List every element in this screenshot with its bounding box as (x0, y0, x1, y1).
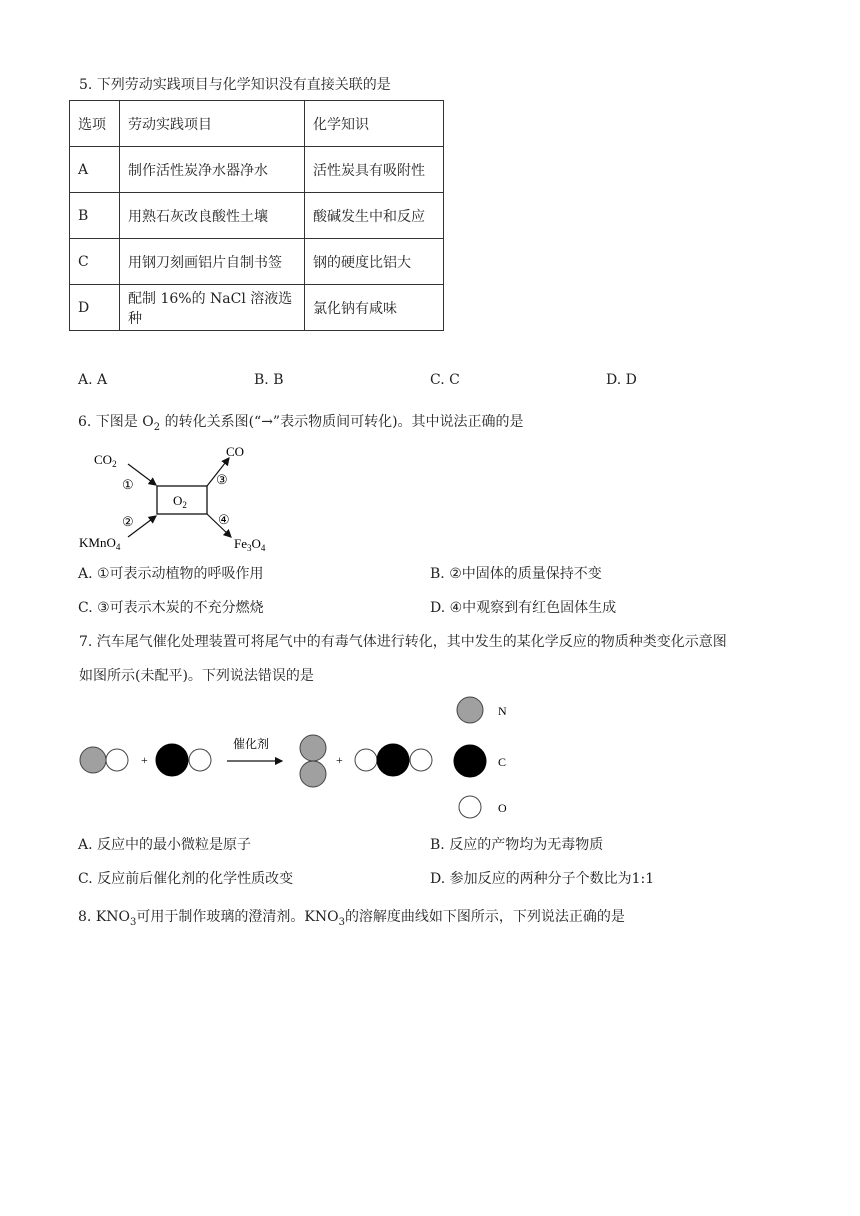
q8-stem: 8. $KNO_3$可用于制作玻璃的澄清剂。$KNO_3$的溶解度曲线如下图所示，下列说法正确的是 (78, 909, 625, 928)
step-4-label: ④ (218, 512, 230, 527)
q6-option-b[interactable]: B. ②中固体的质量保持不变 (430, 566, 602, 582)
n-atom (80, 747, 106, 773)
table-cell: B (70, 193, 120, 239)
table-cell: 制作活性炭净水器净水 (120, 147, 305, 193)
co-label: CO (226, 444, 245, 459)
q5-option-b[interactable]: B. B (254, 372, 284, 388)
q7-stem-line-1: 7. 汽车尾气催化处理装置可将尾气中的有毒气体进行转化，其中发生的某化学反应的物质种类变化示意图 (79, 634, 727, 650)
table-cell: D (70, 285, 120, 331)
q6-option-c[interactable]: C. ③可表示木炭的不充分燃烧 (78, 600, 264, 616)
legend-c-swatch (454, 745, 486, 777)
q5-table (69, 100, 444, 331)
q7-option-c[interactable]: C. 反应前后催化剂的化学性质改变 (78, 871, 294, 887)
table-row (70, 239, 444, 285)
legend-o-label: O (498, 801, 507, 815)
o-atom (106, 749, 128, 771)
legend-c-label: C (498, 755, 507, 769)
q7-option-b[interactable]: B. 反应的产物均为无毒物质 (430, 837, 604, 853)
table-cell: 用熟石灰改良酸性土壤 (120, 193, 305, 239)
legend-n-label: N (498, 704, 507, 718)
molecule-reaction-diagram (70, 690, 530, 825)
co2-label: $CO_2$ (94, 452, 117, 469)
legend-n-swatch (457, 697, 483, 723)
step-3-label: ③ (216, 472, 228, 487)
q5-stem: 5. 下列劳动实践项目与化学知识没有直接关联的是 (79, 77, 391, 93)
table-header-row (70, 101, 444, 147)
table-header-cell: 选项 (70, 101, 120, 147)
o-atom (355, 749, 377, 771)
o-atom (410, 749, 432, 771)
kmno4-label: KMnO$_4$ (79, 535, 121, 552)
table-row (70, 193, 444, 239)
q5-option-d[interactable]: D. D (606, 372, 637, 388)
table-cell: A (70, 147, 120, 193)
o2-conversion-diagram (76, 440, 286, 555)
o-atom (189, 749, 211, 771)
table-cell: 配制 16%的 NaCl 溶液选种 (120, 285, 305, 331)
step-2-label: ② (122, 514, 134, 529)
table-cell: C (70, 239, 120, 285)
legend-o-swatch (459, 796, 481, 818)
q5-option-a[interactable]: A. A (78, 372, 108, 388)
q7-option-a[interactable]: A. 反应中的最小微粒是原子 (78, 837, 252, 853)
c-atom (156, 744, 188, 776)
fe3o4-label: $Fe_3O_4$ (234, 536, 266, 553)
n-atom (300, 761, 326, 787)
q6-stem: 6. 下图是 $O_2$ 的转化关系图(“→”表示物质间可转化)。其中说法正确的是 (78, 414, 524, 433)
table-cell: 用钢刀刻画铝片自制书签 (120, 239, 305, 285)
c-atom (377, 744, 409, 776)
table-header-cell: 化学知识 (305, 101, 444, 147)
step-1-label: ① (122, 477, 134, 492)
table-cell: 氯化钠有咸味 (305, 285, 444, 331)
catalyst-label: 催化剂 (233, 737, 270, 751)
q6-option-d[interactable]: D. ④中观察到有红色固体生成 (430, 600, 617, 616)
q7-stem-line-2: 如图所示(未配平)。下列说法错误的是 (79, 668, 314, 684)
table-row (70, 147, 444, 193)
table-row (70, 285, 444, 331)
plus-sign: + (336, 753, 343, 767)
table-cell: 钢的硬度比铝大 (305, 239, 444, 285)
table-cell: 酸碱发生中和反应 (305, 193, 444, 239)
plus-sign: + (141, 753, 148, 767)
o2-label: $O_2$ (173, 493, 187, 510)
q7-option-d[interactable]: D. 参加反应的两种分子个数比为1:1 (430, 871, 655, 887)
table-cell: 活性炭具有吸附性 (305, 147, 444, 193)
n-atom (300, 735, 326, 761)
q6-option-a[interactable]: A. ①可表示动植物的呼吸作用 (78, 566, 264, 582)
table-header-cell: 劳动实践项目 (120, 101, 305, 147)
q5-option-c[interactable]: C. C (430, 372, 460, 388)
